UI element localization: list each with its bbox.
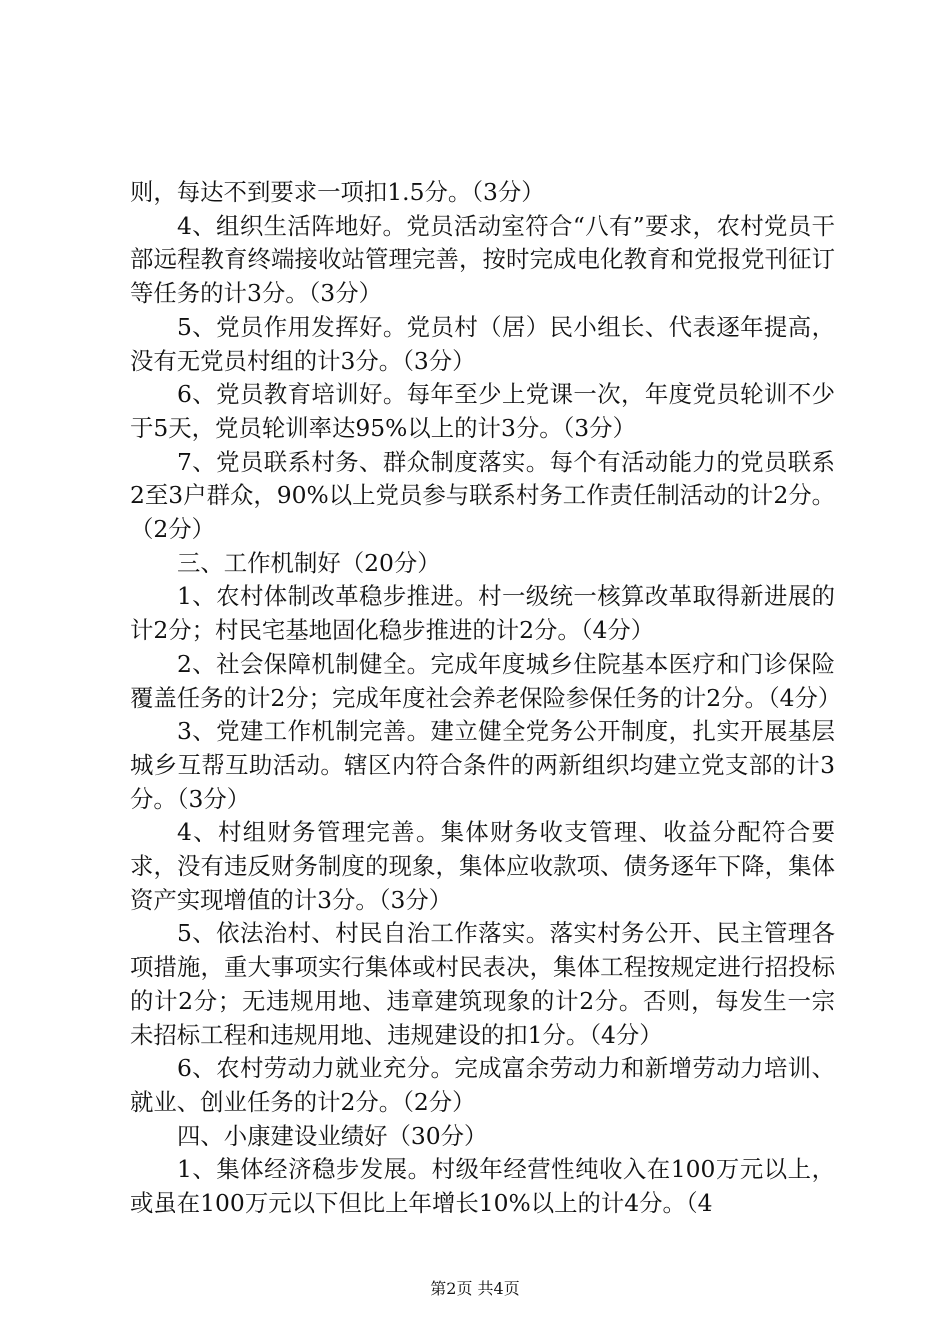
paragraph-item-4-finance: 4、村组财务管理完善。集体财务收支管理、收益分配符合要求，没有违反财务制度的现象，集体应收款项、债务逐年下降，集体资产实现增值的计3分。（3分） [130,818,835,914]
section-heading-3: 三、工作机制好（20分） [177,548,441,577]
paragraph-item-3-party-building: 3、党建工作机制完善。建立健全党务公开制度，扎实开展基层城乡互帮互助活动。辖区内符合条件的两新组织均建立党支部的计3分。（3分） [130,717,835,813]
paragraph-item-2-social-security: 2、社会保障机制健全。完成年度城乡住院基本医疗和门诊保险覆盖任务的计2分；完成年度社会养老保险参保任务的计2分。（4分） [130,649,842,712]
paragraph-item-5-party-role: 5、党员作用发挥好。党员村（居）民小组长、代表逐年提高，没有无党员村组的计3分。（3分） [130,312,835,375]
paragraph-item-6-employment: 6、农村劳动力就业充分。完成富余劳动力和新增劳动力培训、就业、创业任务的计2分。（2分） [130,1054,835,1116]
page-number-label: 第2页 共4页 [430,1279,520,1298]
paragraph-item-1-economy: 1、集体经济稳步发展。村级年经营性纯收入在100万元以上，或虽在100万元以下但比上年增长10%以上的计4分。（4 [130,1155,835,1218]
document-body [130,176,842,1221]
paragraph-item-1-reform: 1、农村体制改革稳步推进。村一级统一核算改革取得新进展的计2分；村民宅基地固化稳步推进的计2分。（4分） [130,582,835,645]
paragraph-continuation: 则，每达不到要求一项扣1.5分。（3分） [130,178,545,206]
paragraph-item-4-organization: 4、组织生活阵地好。党员活动室符合“八有”要求，农村党员干部远程教育终端接收站管理完善，按时完成电化教育和党报党刊征订等任务的计3分。（3分） [130,211,835,308]
paragraph-item-5-rule-of-law: 5、依法治村、村民自治工作落实。落实村务公开、民主管理各项措施，重大事项实行集体或村民表决，集体工程按规定进行招投标的计2分；无违规用地、违章建筑现象的计2分。否则，每发生一宗未招标工程和违规用地、违规建设的扣1分。（4分） [130,919,835,1049]
section-heading-4: 四、小康建设业绩好（30分） [177,1121,488,1150]
paragraph-item-6-training: 6、党员教育培训好。每年至少上党课一次，年度党员轮训不少于5天，党员轮训率达95%以上的计3分。（3分） [130,380,835,442]
page-footer [0,1278,950,1300]
paragraph-item-7-contact: 7、党员联系村务、群众制度落实。每个有活动能力的党员联系2至3户群众，90%以上党员参与联系村务工作责任制活动的计2分。（2分） [130,447,835,544]
